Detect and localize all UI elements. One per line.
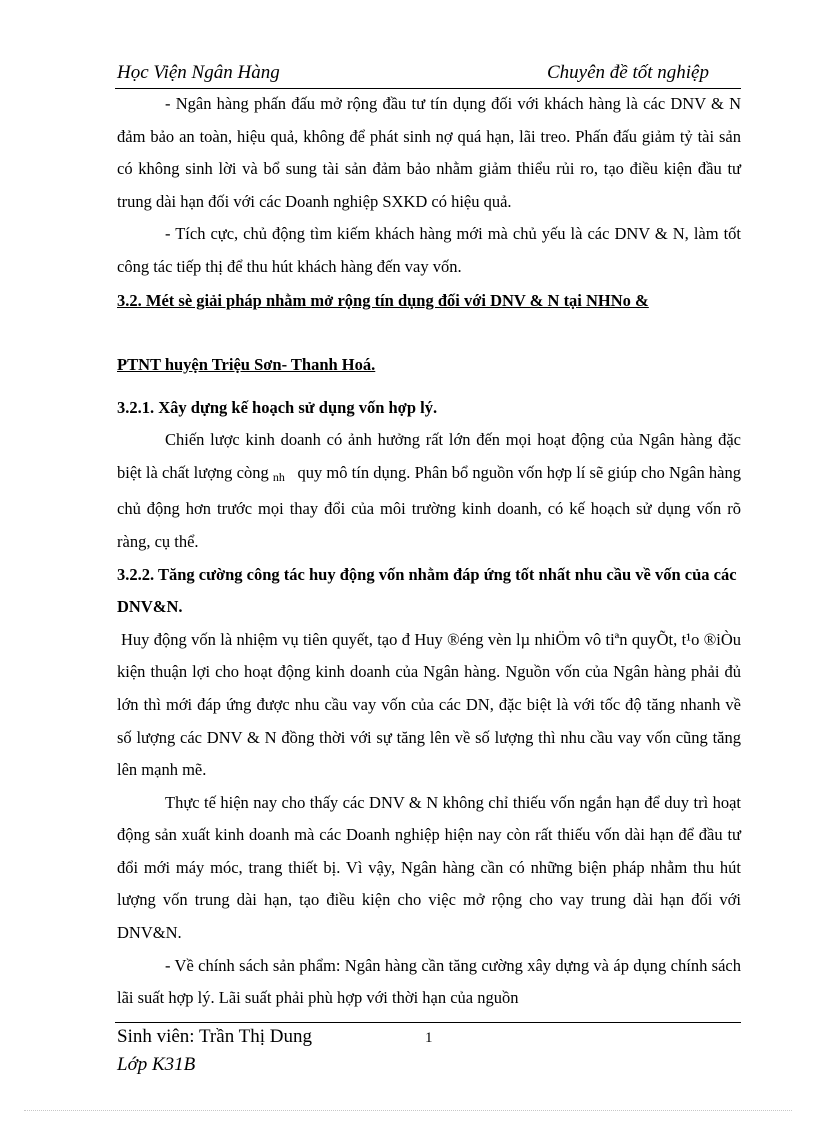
stray-fragment: nh: [272, 469, 285, 484]
section-heading-3-2-line2: PTNT huyện Triệu Sơn- Thanh Hoá.: [117, 354, 376, 374]
section-heading-3-2-1: 3.2.1. Xây dựng kế hoạch sử dụng vốn hợp lý.: [117, 397, 438, 417]
paragraph-long-term-capital: Thực tế hiện nay cho thấy các DNV & N không chỉ thiếu vốn ngắn hạn để duy trì hoạt động sản xuất kinh doanh mà các Doanh nghiệp hiện nay còn rất thiếu vốn dài hạn để đầu tư đổi mới máy móc, trang thiết bị. Vì vậy, Ngân hàng cần có những biện pháp nhằm thu hút lượng vốn trung dài hạn, tạo điều kiện cho việc mở rộng cho vay trung dài hạn đối với DNV&N.: [117, 792, 741, 943]
section-heading-3-2-line1: 3.2. Mét sè giải pháp nhằm mở rộng tín dụng đối với DNV & N tại NHNo &: [117, 290, 649, 310]
footer-student-name: Sinh viên: Trần Thị Dung: [117, 1026, 312, 1047]
paragraph-capital-mobilization: Huy động vốn là nhiệm vụ tiên quyết, tạo đ Huy ®éng vèn lµ nhiÖm vô tiªn quyÕt, t¹o ®iÒu kiện thuận lợi cho hoạt động kinh doanh của Ngân hàng. Nguồn vốn của Ngân hàng phải đủ lớn thì mới đáp ứng được nhu cầu vay vốn của các DN, đặc biệt là với tốc độ tăng nhanh về số lượng các DNV & N đồng thời với sự tăng lên về số lượng thì nhu cầu vay vốn cũng tăng lên mạnh mẽ.: [117, 629, 741, 780]
page-header: [115, 60, 741, 89]
footer-class: Lớp K31B: [117, 1054, 196, 1075]
section-heading-3-2-2: 3.2.2. Tăng cường công tác huy động vốn nhằm đáp ứng tốt nhất nhu cầu về vốn của các DNV&N.: [117, 564, 737, 617]
document-body: [117, 88, 741, 1015]
paragraph-business-strategy-part1: Chiến lược kinh doanh có ảnh hưởng rất lớn đến mọi hoạt động của Ngân hàng đặc biệt là chất lượng còng: [117, 430, 741, 482]
header-document-type: Chuyên đề tốt nghiệp: [547, 62, 709, 83]
paragraph-expand-credit: - Ngân hàng phấn đấu mở rộng đầu tư tín dụng đối với khách hàng là các DNV & N đảm bảo an toàn, hiệu quả, không để phát sinh nợ quá hạn, lãi treo. Phấn đấu giảm tỷ tài sản có không sinh lời và bổ sung tài sản đảm bảo nhằm giảm thiểu rủi ro, tạo điều kiện đầu tư trung dài hạn đối với các Doanh nghiệp SXKD có hiệu quả.: [117, 94, 741, 211]
paragraph-business-strategy: [117, 424, 741, 558]
page-bottom-edge: [24, 1110, 792, 1111]
paragraph-find-customers: - Tích cực, chủ động tìm kiếm khách hàng mới mà chủ yếu là các DNV & N, làm tốt công tác tiếp thị để thu hút khách hàng đến vay vốn.: [117, 224, 741, 276]
section-heading-3-2: [117, 284, 741, 382]
footer-divider: [115, 1022, 741, 1023]
paragraph-product-policy: - Về chính sách sản phẩm: Ngân hàng cần tăng cường xây dựng và áp dụng chính sách lãi suất hợp lý. Lãi suất phải phù hợp với thời hạn của nguồn: [117, 955, 741, 1008]
page-number: 1: [425, 1030, 433, 1046]
paragraph-business-strategy-part2: quy mô tín dụng. Phân bổ nguồn vốn hợp lí sẽ giúp cho Ngân hàng chủ động hơn trước mọi thay đổi của môi trường kinh doanh, có kế hoạch sử dụng vốn rõ ràng, cụ thể.: [117, 462, 742, 551]
header-institution: Học Viện Ngân Hàng: [117, 62, 280, 83]
